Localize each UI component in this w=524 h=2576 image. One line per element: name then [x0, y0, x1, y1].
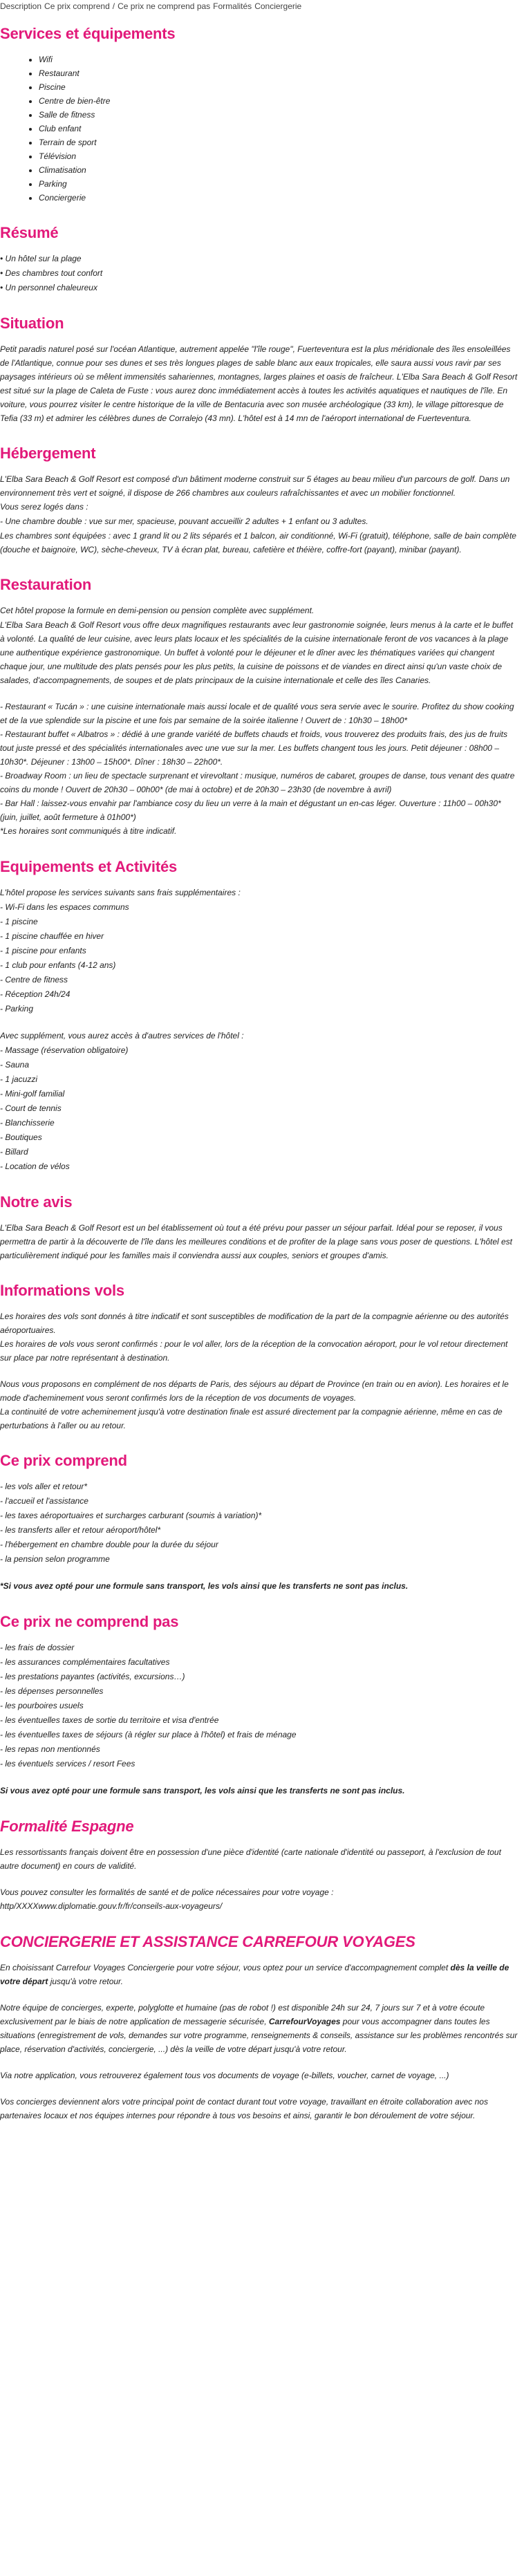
situation-title: Situation — [0, 315, 64, 332]
formalite-p1: Les ressortissants français doivent être en possession d'une pièce d'identité (carte nationale d'identité ou passeport, à l'exclusion de tout autre document) en cours de validité. — [0, 1847, 501, 1871]
avis-text: L'Elba Sara Beach & Golf Resort est un bel établissement où tout a été prévu pour passer un séjour parfait. Idéal pour se reposer, il vous permettra de partir à la découverte de l'île dans les meilleures conditions et de profiter de la plage sans vous poser de questions. L'hôtel est particulièrement indiqué pour les familles mais il conviendra aussi aux couples, seniors et groupes d'amis. — [0, 1223, 513, 1260]
list-item: • Climatisation — [39, 163, 520, 177]
list-item: - Court de tennis — [0, 1103, 62, 1113]
list-item: - 1 piscine — [0, 917, 38, 926]
broadway-room: - Broadway Room : un lieu de spectacle surprenant et virevoltant : musique, numéros de cabaret, groupes de danse, tous venant des quatre coins du monde ! Ouvert de 20h30 – 00h00* (de mai à octobre) et de 20h30 – 23h30 (de novembre à avril) — [0, 771, 515, 794]
services-list — [0, 53, 520, 205]
equipements-title: Equipements et Activités — [0, 858, 178, 875]
list-item: - Mini-golf familial — [0, 1089, 65, 1099]
ne-comprend-note: Si vous avez opté pour une formule sans transport, les vols ainsi que les transferts ne sont pas inclus. — [0, 1786, 405, 1795]
list-item: - Billard — [0, 1147, 28, 1157]
list-item: - 1 piscine pour enfants — [0, 946, 86, 955]
list-item: - 1 piscine chauffée en hiver — [0, 931, 104, 941]
list-item: - 1 club pour enfants (4-12 ans) — [0, 960, 116, 970]
conciergerie-p1-highlight: dès la veille de votre départ — [0, 1963, 509, 1986]
list-item: - les taxes aéroportuaires et surcharges carburant (soumis à variation)* — [0, 1511, 262, 1520]
formalite-p2: Vous pouvez consulter les formalités de santé et de police nécessaires pour votre voyage : — [0, 1887, 334, 1897]
list-item: • Parking — [39, 177, 520, 191]
resume-list — [0, 252, 520, 295]
conciergerie-p1 — [0, 1961, 520, 1988]
list-item: - les assurances complémentaires facultatives — [0, 1657, 170, 1667]
hebergement-equipment: Les chambres sont équipées : avec 1 grand lit ou 2 lits séparés et 1 balcon, air conditionné, Wi-Fi (gratuit), téléphone, salle de bain complète (douche et baignoire, WC), sèche-cheveux, TV à écran plat, bureau, cafetière et théière, coffre-fort (payant), minibar (payant). — [0, 531, 516, 554]
list-item: - Location de vélos — [0, 1161, 70, 1171]
list-item: - les dépenses personnelles — [0, 1686, 104, 1696]
list-item: - les transferts aller et retour aéroport/hôtel* — [0, 1525, 161, 1535]
vols-p4: La continuité de votre acheminement jusqu'à votre destination finale est assuré directement par la compagnie aérienne, même en cas de perturbations à l'aller ou au retour. — [0, 1407, 503, 1430]
nav-description[interactable]: Description — [0, 1, 42, 11]
ne-comprend-title: Ce prix ne comprend pas — [0, 1613, 179, 1630]
resume-title: Résumé — [0, 224, 59, 241]
list-item: • Un personnel chaleureux — [0, 283, 97, 292]
list-item: - les prestations payantes (activités, excursions…) — [0, 1672, 185, 1681]
list-item: - Centre de fitness — [0, 975, 68, 984]
conciergerie-p4: Vos concierges deviennent alors votre principal point de contact durant tout votre voyage, travaillant en étroite collaboration avec nos partenaires locaux et nos équipes internes pour répondre à tous vos besoins et ainsi, garantir le bon déroulement de votre séjour. — [0, 2097, 488, 2120]
conciergerie-p1-end: jusqu'à votre retour. — [48, 1977, 123, 1986]
list-item: - Réception 24h/24 — [0, 989, 71, 999]
conciergerie-p3: Via notre application, vous retrouverez également tous vos documents de voyage (e-billets, voucher, carnet de voyage, ...) — [0, 2071, 449, 2080]
list-item: - les pourboires usuels — [0, 1701, 84, 1710]
conciergerie-p2 — [0, 2001, 520, 2056]
nav-ce-prix-ne-comprend-pas[interactable]: Ce prix ne comprend pas — [118, 1, 211, 11]
vols-title: Informations vols — [0, 1282, 124, 1299]
vols-p3: Nous vous proposons en complément de nos départs de Paris, des séjours au départ de Province (en train ou en avion). Les horaires et le mode d'acheminement vous seront confirmés lors de la réception de vos documents de voyages. — [0, 1379, 509, 1403]
section-nav — [0, 0, 520, 12]
list-item: • Télévision — [39, 149, 520, 163]
restauration-formula: Cet hôtel propose la formule en demi-pension ou pension complète avec supplément. — [0, 606, 315, 615]
list-item: - Wi-Fi dans les espaces communs — [0, 902, 129, 912]
conciergerie-app-name: CarrefourVoyages — [268, 2017, 341, 2026]
bar-hall: - Bar Hall : laissez-vous envahir par l'ambiance cosy du lieu un verre à la main et dégustant un en-cas léger. Ouverture : 11h00 – 00h30* (juin, juillet, août fermeture à 01h00*) — [0, 799, 501, 822]
nav-separator: / — [112, 1, 115, 11]
list-item: - les vols aller et retour* — [0, 1482, 88, 1491]
vols-p1: Les horaires des vols sont donnés à titre indicatif et sont susceptibles de modification de la part de la compagnie aérienne ou des autorités aéroportuaires. — [0, 1312, 509, 1335]
list-item: - 1 jacuzzi — [0, 1074, 38, 1084]
restaurant-albatros: - Restaurant buffet « Albatros » : dédié à une grande variété de buffets chauds et froids, vous trouverez des produits frais, des jus de fruits tout juste pressé et des spécialités internationales avec une vue sur la mer. Les buffets changent tous les jours. Petit déjeuner : 08h00 – 10h30*. Déjeuner : 13h00 – 15h00*. Dîner : 18h30 – 22h00*. — [0, 729, 507, 767]
list-item: - la pension selon programme — [0, 1554, 110, 1564]
vols-p2: Les horaires de vols vous seront confirmés : pour le vol aller, lors de la réception de la convocation aéroport, pour le vol retour directement sur place par notre représentant à destination. — [0, 1339, 508, 1363]
list-item: • Centre de bien-être — [39, 94, 520, 108]
diplomatie-link[interactable]: http/XXXXwww.diplomatie.gouv.fr/fr/conseils-aux-voyageurs/ — [0, 1901, 223, 1911]
avis-title: Notre avis — [0, 1193, 73, 1211]
list-item: - Sauna — [0, 1060, 30, 1070]
list-item: • Wifi — [39, 53, 520, 66]
list-item: • Piscine — [39, 80, 520, 94]
conciergerie-p2-end: pour vous accompagner dans toutes les situations (enregistrement de vols, demandes sur votre programme, renseignements & conseils, assistance sur les problèmes rencontrés sur place, réservation d'activités, conciergerie, ...) dès la veille de votre départ jusqu'à votre retour. — [0, 2017, 518, 2054]
list-item: - les éventuelles taxes de séjours (à régler sur place à l'hôtel) et frais de ménage — [0, 1730, 297, 1739]
list-item: • Des chambres tout confort — [0, 268, 103, 278]
restauration-title: Restauration — [0, 576, 92, 593]
list-item: • Un hôtel sur la plage — [0, 254, 82, 263]
list-item: - l'hébergement en chambre double pour la durée du séjour — [0, 1540, 218, 1549]
hebergement-intro: L'Elba Sara Beach & Golf Resort est composé d'un bâtiment moderne construit sur 5 étages au beau milieu d'un parcours de golf. Dans un environnement très vert et soigné, il dispose de 266 chambres aux couleurs rafraîchissantes et avec un mobilier fonctionnel. — [0, 474, 510, 498]
restauration-note: *Les horaires sont communiqués à titre indicatif. — [0, 826, 177, 836]
list-item: - Parking — [0, 1004, 34, 1014]
list-item: - les éventuelles taxes de sortie du territoire et visa d'entrée — [0, 1715, 219, 1725]
list-item: - les repas non mentionnés — [0, 1744, 100, 1754]
list-item: • Club enfant — [39, 122, 520, 136]
nav-ce-prix-comprend[interactable]: Ce prix comprend — [44, 1, 110, 11]
conciergerie-p2-text: Notre équipe de concierges, experte, polyglotte et humaine (pas de robot !) est disponible 24h sur 24, 7 jours sur 7 et à votre écoute exclusivement par le biais de notre application de messagerie sécurisée, — [0, 2003, 485, 2026]
nav-formalites[interactable]: Formalités — [213, 1, 252, 11]
list-item: • Terrain de sport — [39, 136, 520, 149]
equipements-free-intro: L'hôtel propose les services suivants sans frais supplémentaires : — [0, 888, 241, 897]
restaurant-tucan: - Restaurant « Tucán » : une cuisine internationale mais aussi locale et de qualité vous sera servie avec le sourire. Profitez du show cooking et de la vue splendide sur la piscine et une fois par semaine de la soirée italienne ! Ouvert de : 10h30 – 18h00* — [0, 702, 514, 725]
hebergement-room: - Une chambre double : vue sur mer, spacieuse, pouvant accueillir 2 adultes + 1 enfant ou 3 adultes. — [0, 516, 368, 526]
comprend-title: Ce prix comprend — [0, 1452, 127, 1469]
hebergement-line: Vous serez logés dans : — [0, 502, 88, 512]
list-item: - Blanchisserie — [0, 1118, 55, 1128]
list-item: - les éventuels services / resort Fees — [0, 1759, 135, 1768]
comprend-note: *Si vous avez opté pour une formule sans transport, les vols ainsi que les transferts ne sont pas inclus. — [0, 1581, 409, 1591]
list-item: • Salle de fitness — [39, 108, 520, 122]
nav-conciergerie[interactable]: Conciergerie — [254, 1, 302, 11]
list-item: - Massage (réservation obligatoire) — [0, 1045, 129, 1055]
formalite-title: Formalité Espagne — [0, 1818, 134, 1835]
list-item: - les frais de dossier — [0, 1643, 75, 1652]
situation-text: Petit paradis naturel posé sur l'océan Atlantique, autrement appelée "l'île rouge", Fuerteventura est la plus méridionale des îles ensoleillées de l'Atlantique, connue pour ses dunes et ses très longues plages de sable blanc aux eaux tropicales, elle saura aussi vous ravir par ses paysages intérieurs où se mêlent immensités sahariennes, montagnes, larges plaines et oasis de fraîcheur. L'Elba Sara Beach & Golf Resort est situé sur la plage de Caleta de Fuste : vous aurez donc immédiatement accès à toutes les activités aquatiques et nautiques de l'île. En voiture, vous pourrez visiter le centre historique de la ville de Bentacuria avec son musée archéologique (33 km), le village pittoresque de Tefia (33 m) et admirer les célèbres dunes de Corralejo (43 mn). L'hôtel est à 14 mn de l'aéroport international de Fuerteventura. — [0, 344, 518, 423]
list-item: • Restaurant — [39, 66, 520, 80]
list-item: • Conciergerie — [39, 191, 520, 205]
services-title: Services et équipements — [0, 25, 176, 42]
hebergement-title: Hébergement — [0, 445, 96, 462]
conciergerie-title: CONCIERGERIE ET ASSISTANCE CARREFOUR VOYAGES — [0, 1933, 415, 1950]
list-item: - l'accueil et l'assistance — [0, 1496, 88, 1506]
conciergerie-p1-text: En choisissant Carrefour Voyages Conciergerie pour votre séjour, vous optez pour un service d'accompagnement complet — [0, 1963, 451, 1972]
equipements-paid-intro: Avec supplément, vous aurez accès à d'autres services de l'hôtel : — [0, 1031, 244, 1040]
list-item: - Boutiques — [0, 1132, 42, 1142]
restauration-intro: L'Elba Sara Beach & Golf Resort vous offre deux magnifiques restaurants avec leur gastronomie soignée, leurs menus à la carte et le buffet à volonté. La qualité de leur cuisine, avec leurs plats locaux et les spécialités de la cuisine internationale feront de vos vacances à la plage une authentique expérience gastronomique. Un buffet à volonté pour le déjeuner et le dîner avec les thématiques variées qui changent chaque jour, une multitude des plats pensés pour les plus petits, la cuisine de poissons et de viandes en direct ainsi qu'un vaste choix de salades, d'accompagnements, de soupes et de plats principaux de la cuisine internationale et celle des îles Canaries. — [0, 620, 514, 685]
